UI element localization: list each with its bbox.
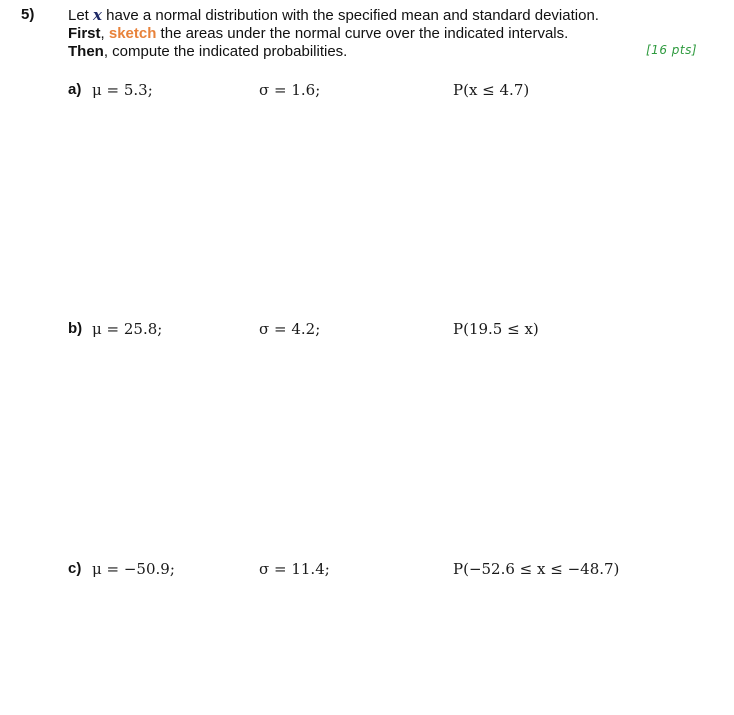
- variable-x: x: [93, 6, 102, 24]
- part-label: c): [68, 560, 82, 577]
- line1-text-after: have a normal distribution with the specified mean and standard deviation.: [101, 7, 599, 24]
- probability-expression: P(−52.6 ≤ x ≤ −48.7): [453, 560, 620, 578]
- line1-text-before: Let: [68, 7, 94, 24]
- std-dev-value: σ = 4.2;: [259, 320, 321, 338]
- part-label: a): [68, 81, 82, 98]
- part-b: [0, 320, 734, 342]
- probability-expression: P(x ≤ 4.7): [453, 81, 530, 99]
- first-keyword: First: [68, 25, 101, 42]
- part-label: b): [68, 320, 83, 337]
- probability-expression: P(19.5 ≤ x): [453, 320, 539, 338]
- part-c: [0, 560, 734, 582]
- question-number: 5): [21, 6, 35, 23]
- then-keyword: Then: [68, 43, 104, 60]
- mean-value: μ = 5.3;: [92, 81, 153, 99]
- mean-value: μ = −50.9;: [92, 560, 175, 578]
- instruction-line-1: [68, 6, 599, 25]
- instruction-line-3: [68, 43, 599, 61]
- std-dev-value: σ = 11.4;: [259, 560, 330, 578]
- line3-text-after: , compute the indicated probabilities.: [103, 43, 348, 60]
- std-dev-value: σ = 1.6;: [259, 81, 321, 99]
- instruction-line-2: [68, 25, 599, 43]
- question-instructions: [68, 6, 599, 61]
- points-annotation: [16 pts]: [646, 43, 698, 57]
- mean-value: μ = 25.8;: [92, 320, 163, 338]
- sketch-keyword: sketch: [108, 25, 157, 42]
- line2-text-after: the areas under the normal curve over the indicated intervals.: [156, 25, 569, 42]
- part-a: [0, 81, 734, 103]
- line2-comma: ,: [100, 25, 109, 42]
